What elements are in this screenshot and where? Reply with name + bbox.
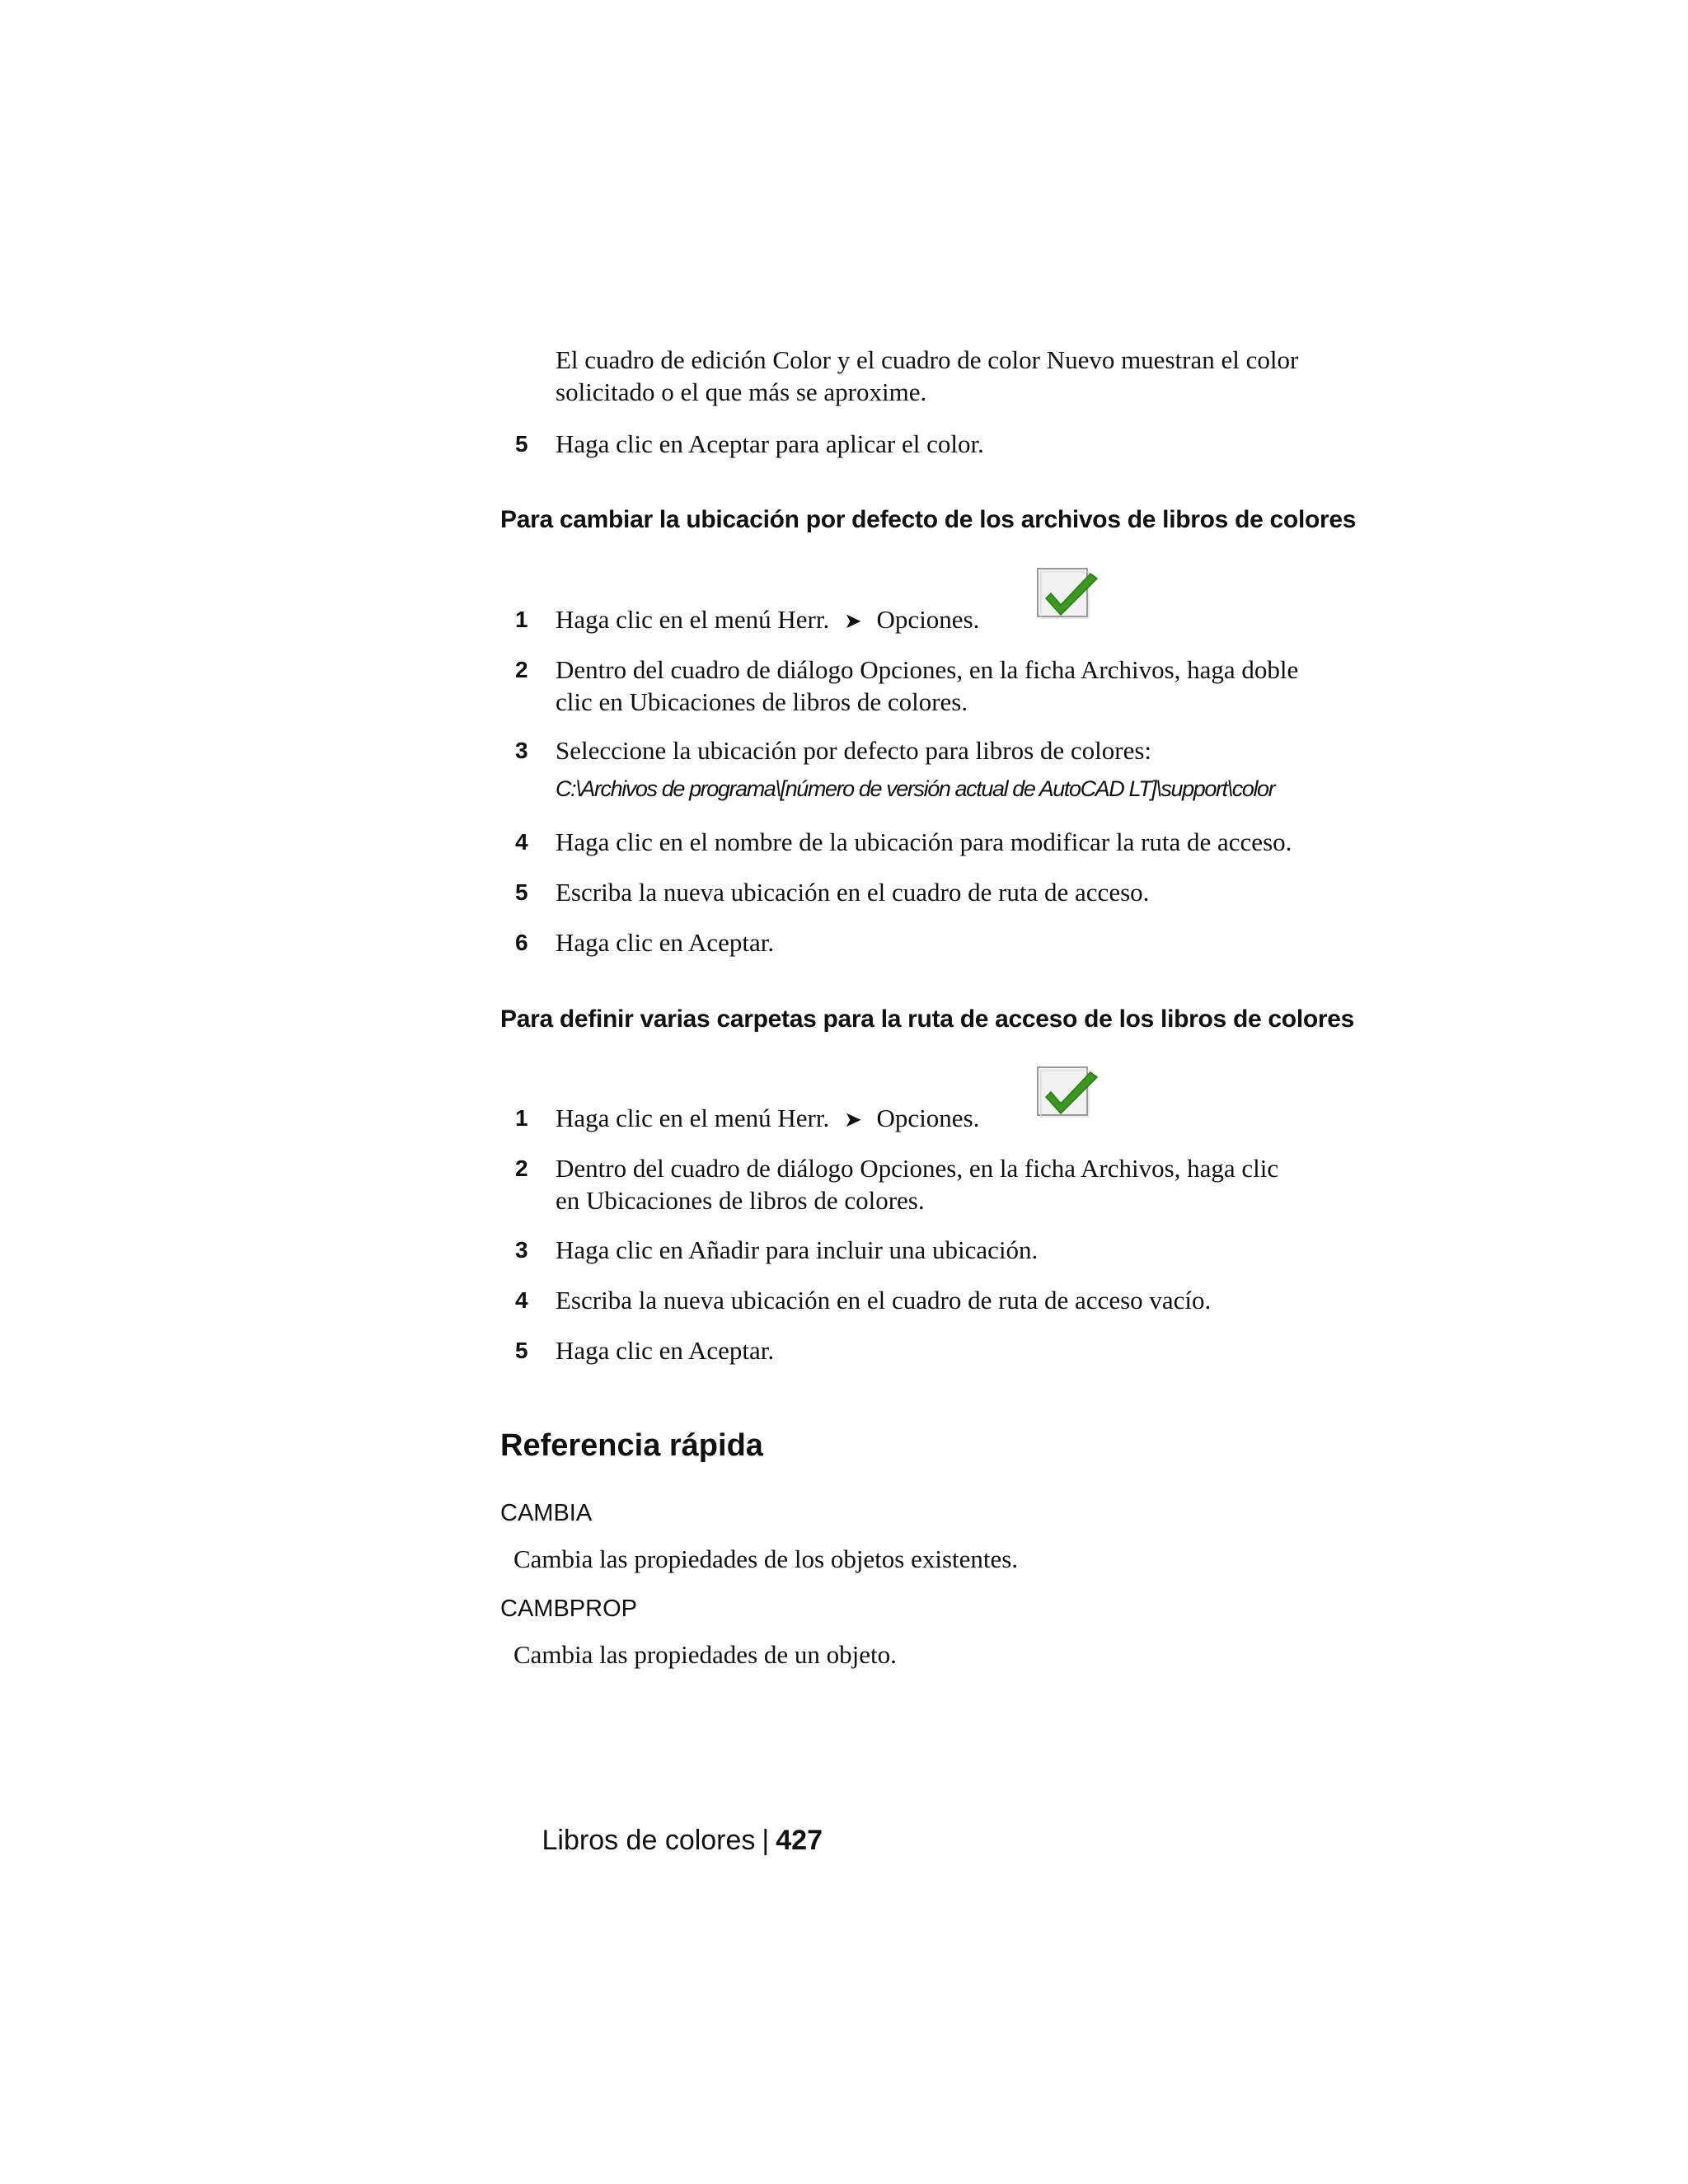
s1-step5-text: Escriba la nueva ubicación en el cuadro de ruta de acceso. bbox=[556, 878, 1150, 907]
arrow-right-icon: ➤ bbox=[844, 1108, 862, 1132]
command-name: CAMBPROP bbox=[500, 1596, 637, 1622]
command-name: CAMBIA bbox=[500, 1500, 593, 1526]
s1-step5-number: 5 bbox=[515, 879, 528, 905]
s1-step2-line2: clic en Ubicaciones de libros de colores. bbox=[556, 687, 968, 716]
s1-step1-text bbox=[556, 603, 979, 638]
s2-step1-post: Opciones. bbox=[876, 1104, 980, 1132]
s2-step3-text: Haga clic en Añadir para incluir una ubicación. bbox=[556, 1235, 1039, 1264]
s1-step3-number: 3 bbox=[515, 738, 528, 763]
intro-line-1: El cuadro de edición Color y el cuadro de color Nuevo muestran el color bbox=[556, 345, 1299, 374]
s2-step4-text: Escriba la nueva ubicación en el cuadro de ruta de acceso vacío. bbox=[556, 1286, 1212, 1315]
page-number: 427 bbox=[776, 1825, 823, 1856]
s2-step5-text: Haga clic en Aceptar. bbox=[556, 1336, 775, 1365]
s1-step6-number: 6 bbox=[515, 930, 528, 955]
section1-heading: Para cambiar la ubicación por defecto de los archivos de libros de colores bbox=[500, 506, 1357, 533]
intro-line-2: solicitado o el que más se aproxime. bbox=[556, 377, 927, 406]
s2-step1-pre: Haga clic en el menú Herr. bbox=[556, 1104, 830, 1132]
s1-step2-number: 2 bbox=[515, 657, 528, 682]
arrow-right-icon: ➤ bbox=[844, 609, 862, 634]
step-number: 5 bbox=[515, 431, 528, 457]
s1-step2-line1: Dentro del cuadro de diálogo Opciones, en la ficha Archivos, haga doble bbox=[556, 655, 1299, 684]
s1-step4-text: Haga clic en el nombre de la ubicación para modificar la ruta de acceso. bbox=[556, 827, 1292, 856]
s2-step4-number: 4 bbox=[515, 1287, 528, 1313]
s2-step2-number: 2 bbox=[515, 1155, 528, 1181]
s1-step6-text: Haga clic en Aceptar. bbox=[556, 928, 775, 957]
check-icon bbox=[1036, 565, 1104, 621]
s1-step1-number: 1 bbox=[515, 607, 528, 632]
check-icon bbox=[1036, 1064, 1104, 1120]
s2-step2-line2: en Ubicaciones de libros de colores. bbox=[556, 1186, 925, 1215]
page-footer bbox=[542, 1823, 823, 1858]
command-desc: Cambia las propiedades de los objetos existentes. bbox=[513, 1544, 1019, 1573]
footer-section-title: Libros de colores bbox=[542, 1825, 756, 1856]
section2-heading: Para definir varias carpetas para la ruta de acceso de los libros de colores bbox=[500, 1005, 1355, 1033]
s2-step5-number: 5 bbox=[515, 1338, 528, 1363]
color-book-path: C:\Archivos de programa\[número de versión actual de AutoCAD LT]\support\color bbox=[556, 776, 1275, 801]
s1-step4-number: 4 bbox=[515, 829, 528, 855]
s2-step2-line1: Dentro del cuadro de diálogo Opciones, en la ficha Archivos, haga clic bbox=[556, 1154, 1279, 1183]
command-desc: Cambia las propiedades de un objeto. bbox=[513, 1640, 897, 1669]
s1-step1-pre: Haga clic en el menú Herr. bbox=[556, 605, 830, 634]
step-text: Haga clic en Aceptar para aplicar el color. bbox=[556, 429, 984, 458]
s1-step1-post: Opciones. bbox=[876, 605, 980, 634]
s2-step3-number: 3 bbox=[515, 1237, 528, 1263]
s1-step3-text: Seleccione la ubicación por defecto para libros de colores: bbox=[556, 736, 1152, 765]
quick-reference-title: Referencia rápida bbox=[500, 1428, 763, 1463]
s2-step1-text bbox=[556, 1102, 979, 1137]
footer-separator: | bbox=[762, 1825, 770, 1856]
s2-step1-number: 1 bbox=[515, 1105, 528, 1131]
